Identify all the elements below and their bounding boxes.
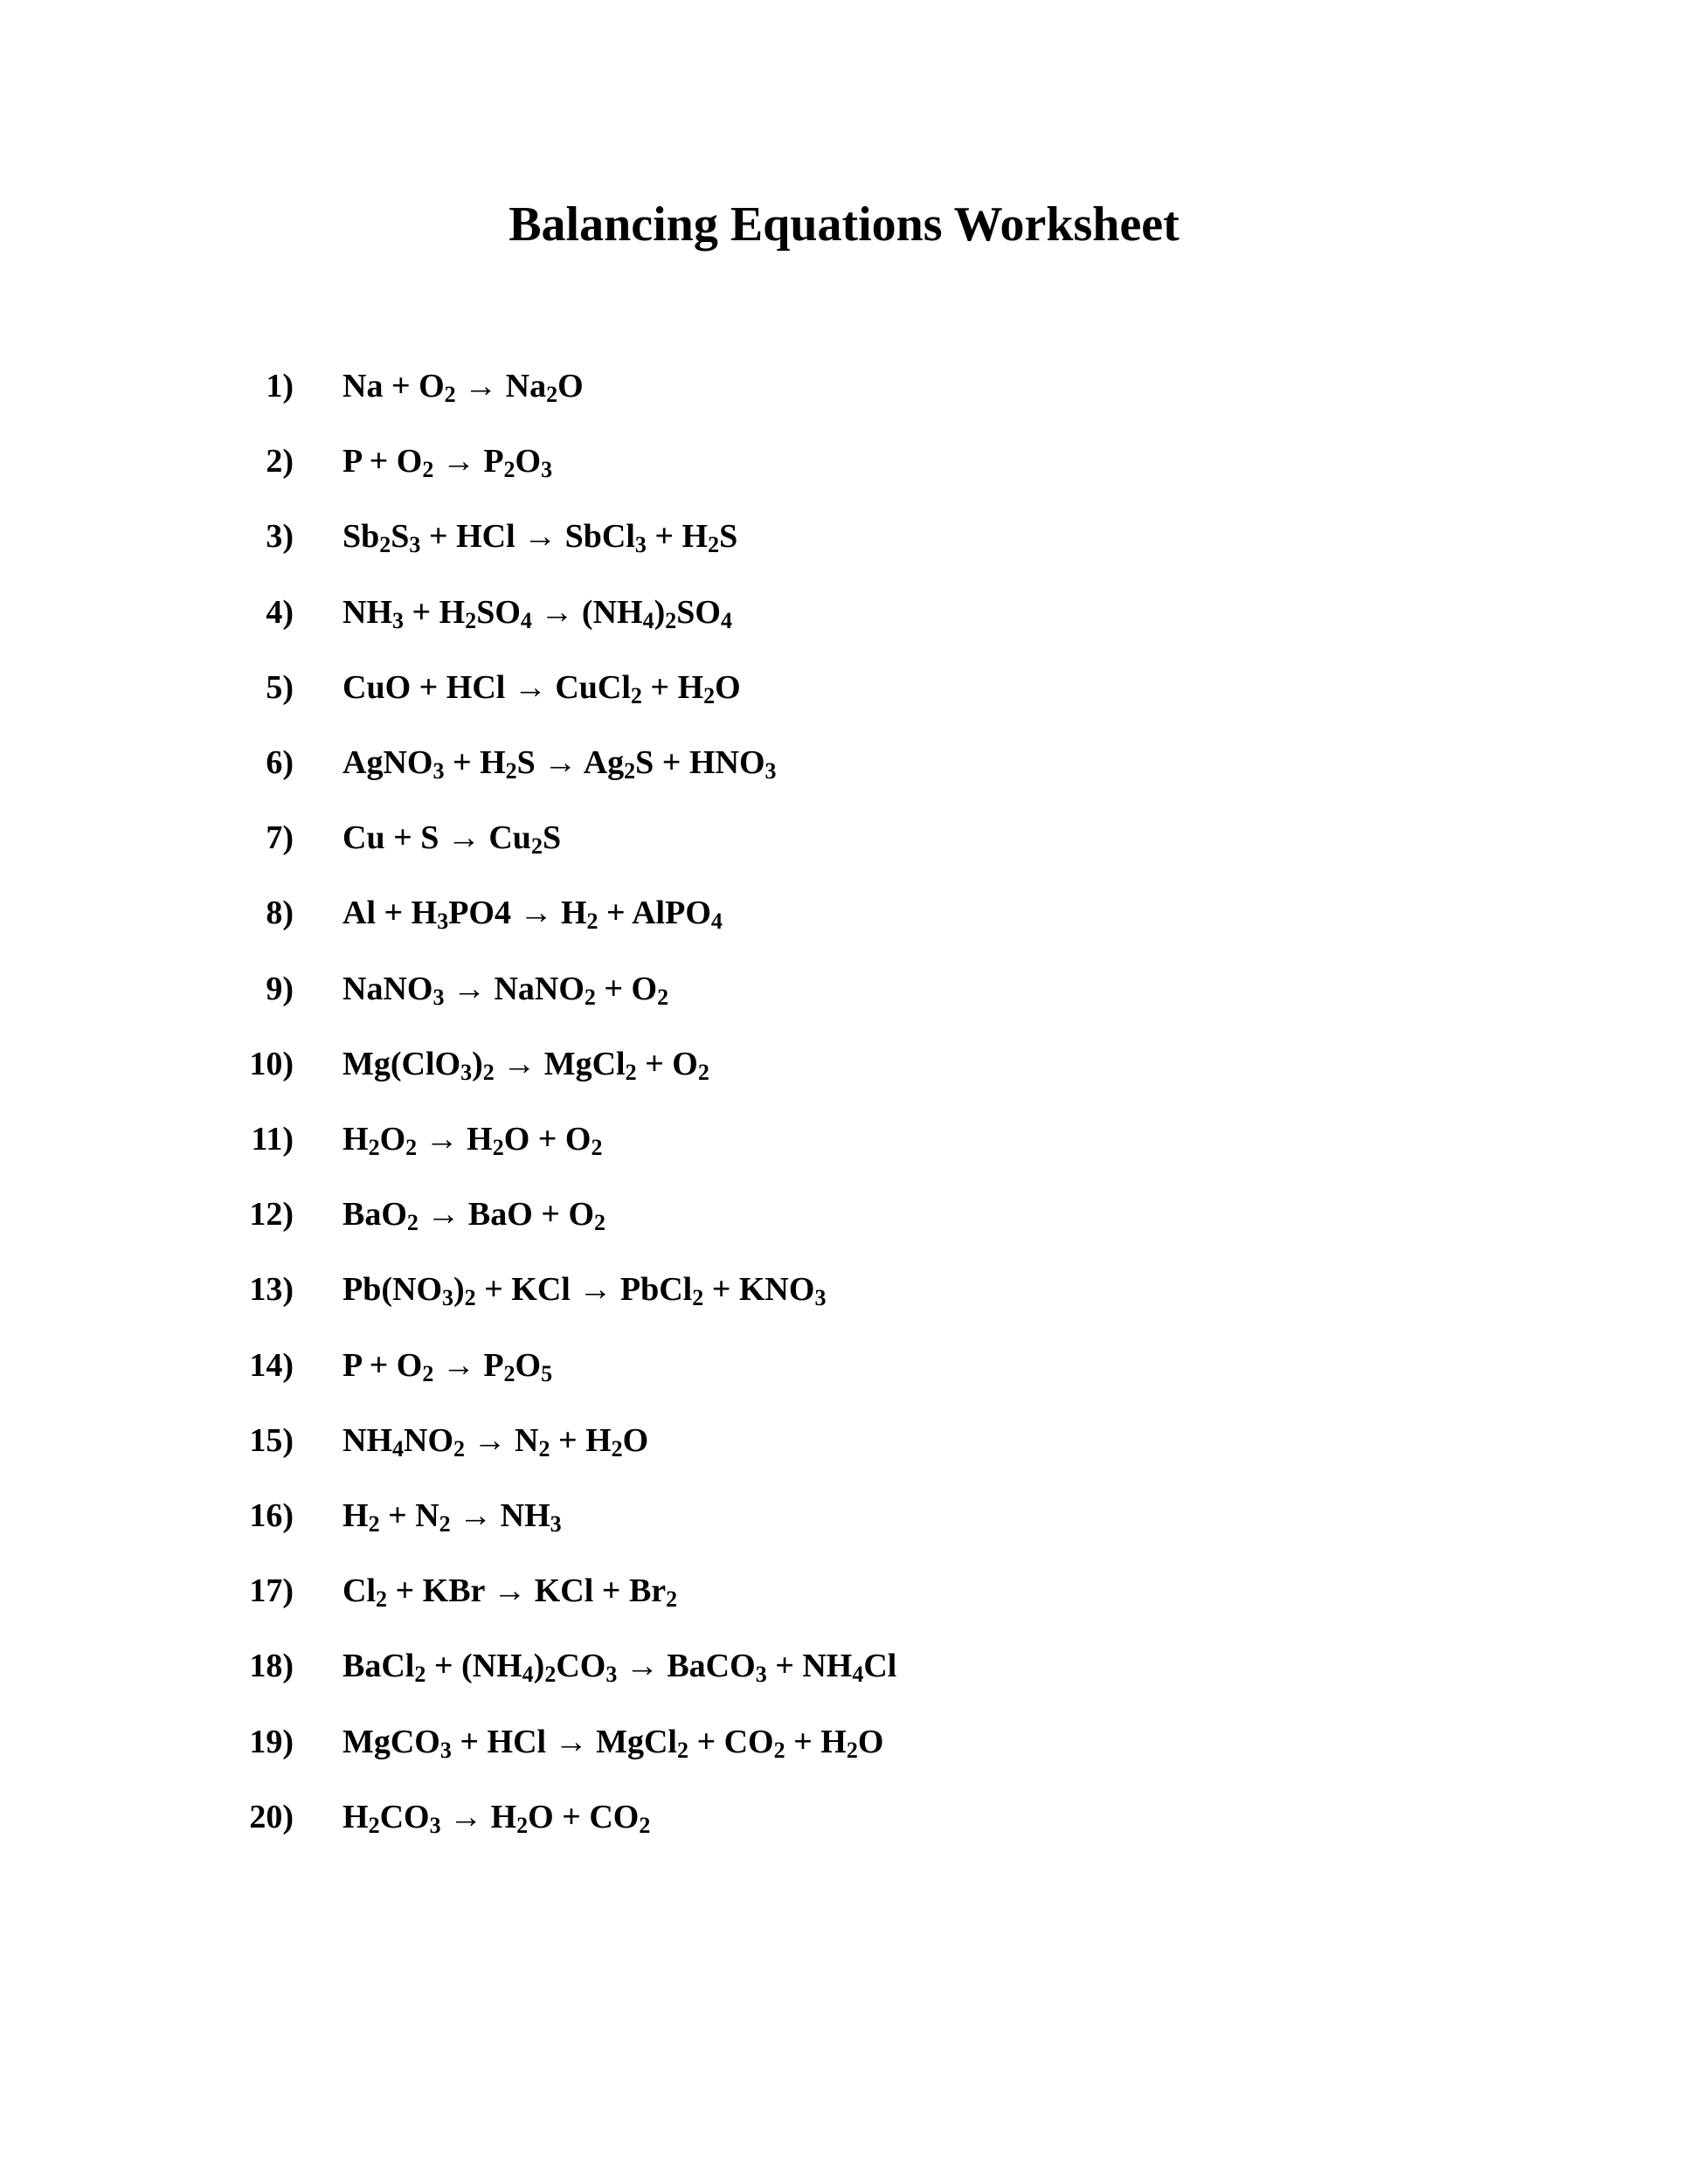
problem-number: 11)	[251, 1121, 294, 1158]
problem-item	[0, 1339, 1398, 1392]
problem-item	[0, 887, 1398, 939]
problem-equation: $Al + H_3PO4 \to H_2$ + AlPO$_4$	[342, 895, 723, 934]
worksheet-title: Balancing Equations Worksheet	[508, 197, 1180, 252]
problem-number: 16)	[249, 1497, 294, 1534]
problem-equation: $P + O_2 \to P_2O_5$	[342, 1347, 553, 1386]
problem-number: 2)	[266, 443, 294, 480]
problem-item	[0, 1716, 1398, 1768]
problem-number: 19)	[249, 1724, 294, 1760]
problem-equation: $P + O_2 \to P_2O_3$	[342, 443, 553, 482]
problem-item	[0, 1640, 1398, 1692]
problem-equation: MgCO$_3$ + HCl → MgCl$_2$ + $CO_2 + H_2O$	[342, 1724, 884, 1763]
problem-number: 3)	[266, 518, 294, 555]
problem-item	[0, 1263, 1398, 1316]
problem-number: 15)	[249, 1422, 294, 1459]
problem-number: 1)	[266, 368, 294, 404]
problem-item	[0, 510, 1398, 563]
problem-equation: $H_2 + N_2 \to NH_3$	[342, 1497, 562, 1537]
problem-number: 18)	[249, 1648, 294, 1684]
problem-item	[0, 812, 1398, 864]
problem-number: 7)	[266, 819, 294, 856]
problem-number: 13)	[249, 1271, 294, 1308]
problem-equation: $Cl_2$ + KBr → KCl + $Br_2$	[342, 1572, 678, 1612]
problem-equation: $Sb_2S_3$ + HCl → SbCl$_3$ + $H_2S$	[342, 518, 738, 557]
problem-equation: $Na + O_2 \to Na_2O$	[342, 368, 584, 407]
problem-item	[0, 1188, 1398, 1241]
problem-equation: BaO$_2$ → BaO + $O_2$	[342, 1196, 606, 1235]
problem-item	[0, 360, 1398, 412]
problem-equation: $NH_4NO_2 \to N_2 + H_2O$	[342, 1422, 649, 1462]
problem-number: 10)	[249, 1046, 294, 1082]
problem-item	[0, 435, 1398, 487]
problem-number: 9)	[266, 971, 294, 1007]
problem-item	[0, 963, 1398, 1015]
problem-number: 14)	[249, 1347, 294, 1384]
problem-item	[0, 661, 1398, 714]
problem-number: 4)	[266, 594, 294, 631]
problem-item	[0, 1489, 1398, 1542]
problem-equation: $H_2O_2 \to H_2O + O_2$	[342, 1121, 603, 1160]
problem-number: 17)	[249, 1572, 294, 1609]
problem-item	[0, 1038, 1398, 1090]
problem-number: 12)	[249, 1196, 294, 1233]
problem-item	[0, 1791, 1398, 1843]
problem-item	[0, 1414, 1398, 1467]
problem-number: 5)	[266, 669, 294, 706]
problem-item	[0, 1113, 1398, 1165]
problem-equation: NaNO$_3$ → NaNO$_2$ + $O_2$	[342, 971, 669, 1010]
problem-number: 6)	[266, 744, 294, 781]
problem-equation: $H_2CO_3 \to H_2O + CO_2$	[342, 1799, 651, 1838]
problem-item	[0, 736, 1398, 789]
problem-number: 20)	[249, 1799, 294, 1835]
problem-item	[0, 1565, 1398, 1617]
problem-item	[0, 586, 1398, 639]
problem-equation: CuO + HCl → CuCl$_2$ + $H_2O$	[342, 669, 741, 708]
problem-equation: AgNO$_3$ + $H_2S \to Ag_2S + HNO_3$	[342, 744, 777, 784]
problem-equation: $NH_3 + H_2SO_4 \to (NH_4)_2SO_4$	[342, 594, 732, 633]
problem-equation: $Cu + S \to Cu_2S$	[342, 819, 562, 859]
problem-number: 8)	[266, 895, 294, 931]
problem-equation: $Mg(ClO_3)_2$ → MgCl$_2$ + $O_2$	[342, 1046, 709, 1085]
problem-equation: BaCl$_2$ + $(NH_4)_2CO_3$ → BaCO$_3$ + $NH_4Cl$	[342, 1648, 897, 1687]
problem-equation: $Pb(NO_3)_2$ + KCl → PbCl$_2$ + $KNO_3$	[342, 1271, 827, 1310]
